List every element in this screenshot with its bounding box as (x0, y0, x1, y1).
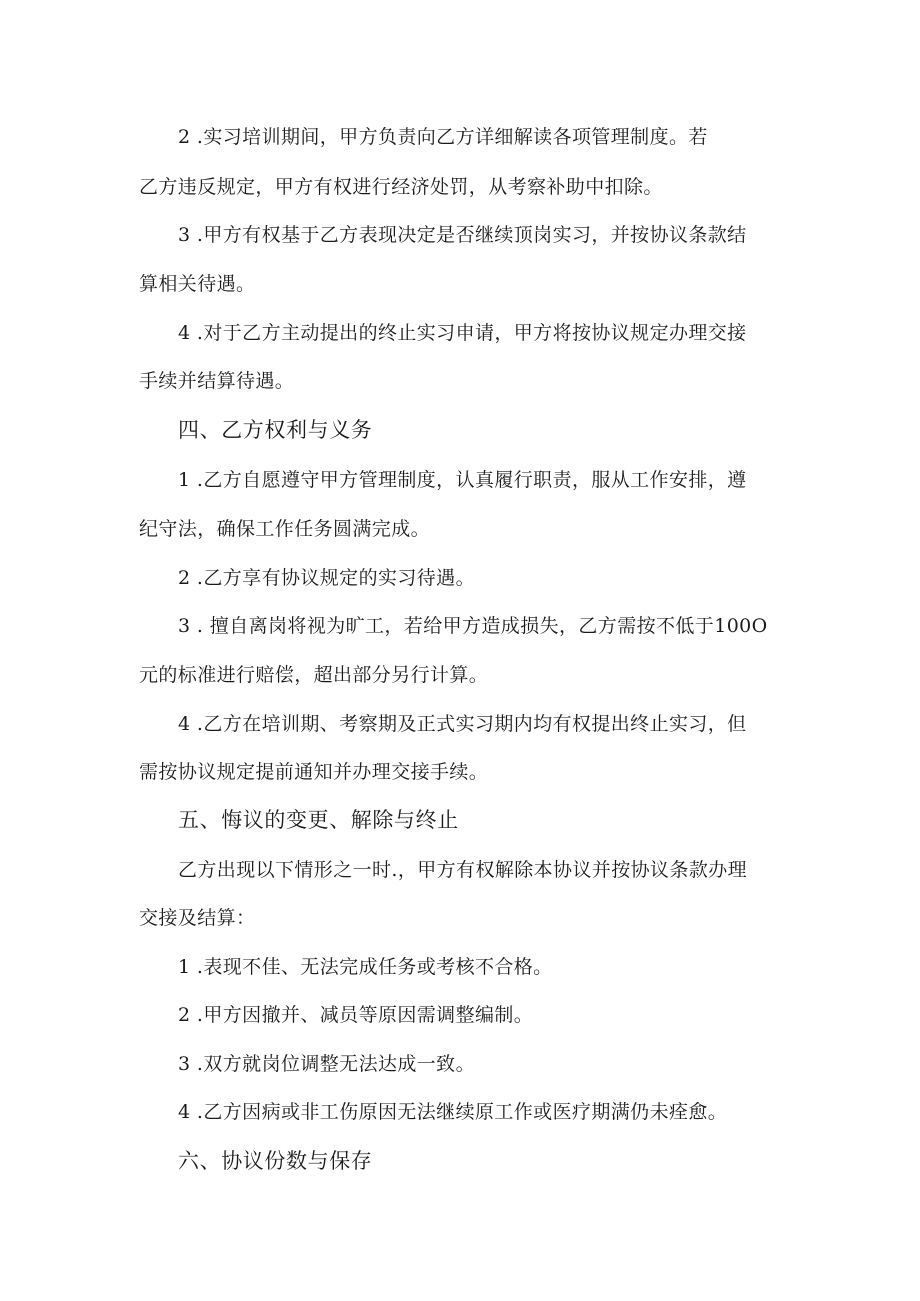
s4-item-2-line-1: 2 .乙方享有协议规定的实习待遇。 (178, 567, 475, 589)
s3-item-2-line-2: 乙方违反规定，甲方有权进行经济处罚，从考察补助中扣除。 (139, 176, 663, 198)
s4-item-4-line-1: 4 .乙方在培训期、考察期及正式实习期内均有权提出终止实习，但 (178, 713, 747, 735)
s4-item-3-line-2: 元的标准进行赔偿，超出部分另行计算。 (139, 664, 489, 686)
section-5-heading: 五、悔议的变更、解除与终止 (178, 808, 459, 832)
s4-item-1-line-1: 1 .乙方自愿遵守甲方管理制度，认真履行职责，服从工作安排，遵 (178, 469, 747, 491)
s5-intro-line-1: 乙方出现以下情形之一时.，甲方有权解除本协议并按协议条款办理 (178, 859, 748, 881)
s4-item-4-line-2: 需按协议规定提前通知并办理交接手续。 (139, 761, 489, 783)
s3-item-3-line-1: 3 .甲方有权基于乙方表现决定是否继续顶岗实习，并按协议条款结 (178, 224, 747, 246)
s3-item-2-line-1: 2 .实习培训期间，甲方负责向乙方详细解读各项管理制度。若 (178, 126, 708, 148)
s5-item-1: 1 .表现不佳、无法完成任务或考核不合格。 (178, 956, 553, 978)
section-6-heading: 六、协议份数与保存 (178, 1149, 373, 1173)
s5-item-3: 3 .双方就岗位调整无法达成一致。 (178, 1053, 475, 1075)
s3-item-4-line-1: 4 .对于乙方主动提出的终止实习申请，甲方将按协议规定办理交接 (178, 322, 747, 344)
s3-item-4-line-2: 手续并结算待遇。 (139, 370, 295, 392)
s4-item-1-line-2: 纪守法，确保工作任务圆满完成。 (139, 518, 431, 540)
s5-item-4: 4 .乙方因病或非工伤原因无法继续原工作或医疗期满仍未痊愈。 (178, 1101, 728, 1123)
section-4-heading: 四、乙方权利与义务 (178, 418, 373, 442)
s5-intro-line-2: 交接及结算： (139, 907, 256, 929)
s4-item-3-line-1: 3 . 擅自离岗将视为旷工，若给甲方造成损失，乙方需按不低于100O (178, 615, 768, 637)
s5-item-2: 2 .甲方因撤并、减员等原因需调整编制。 (178, 1004, 534, 1026)
s3-item-3-line-2: 算相关待遇。 (139, 273, 256, 295)
